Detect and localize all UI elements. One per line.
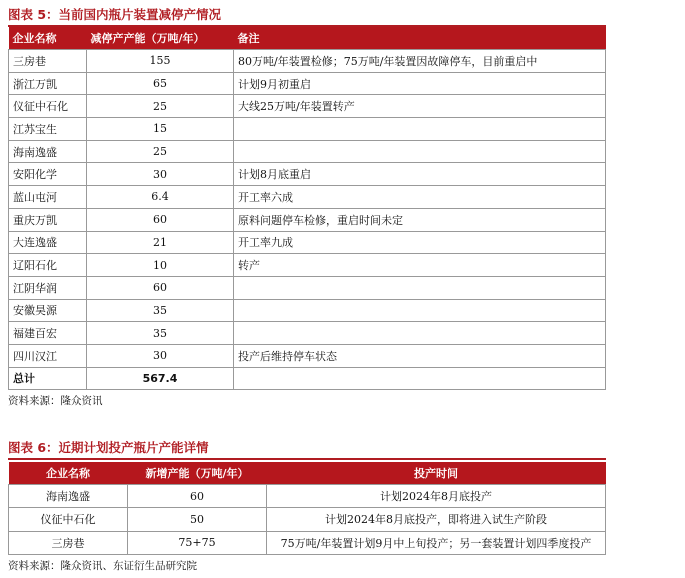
capacity-cell: 155 (87, 50, 234, 73)
total-label: 总计 (9, 367, 87, 390)
company-cell: 浙江万凯 (9, 72, 87, 95)
note-cell (234, 140, 606, 163)
company-cell: 四川汉江 (9, 344, 87, 367)
company-cell: 海南逸盛 (9, 485, 128, 508)
note-cell: 80万吨/年装置检修；75万吨/年装置因故障停车，目前重启中 (234, 50, 606, 73)
capacity-cell: 25 (87, 95, 234, 118)
table-header-row (9, 462, 606, 485)
header-note: 备注 (234, 27, 606, 50)
new-capacity-table (8, 462, 606, 555)
capacity-cell: 65 (87, 72, 234, 95)
note-cell (234, 322, 606, 345)
capacity-cell: 21 (87, 231, 234, 254)
company-cell: 安徽昊源 (9, 299, 87, 322)
table-row (9, 118, 606, 141)
total-row (9, 367, 606, 390)
table-row (9, 254, 606, 277)
table-section-2 (8, 439, 606, 575)
company-cell: 安阳化学 (9, 163, 87, 186)
table-section-1 (8, 6, 606, 410)
table-row (9, 208, 606, 231)
total-capacity: 567.4 (87, 367, 234, 390)
table-row (9, 163, 606, 186)
source-note: 资料来源：隆众资讯 (8, 395, 103, 408)
capacity-reduction-table (8, 27, 606, 390)
header-time: 投产时间 (267, 462, 606, 485)
company-cell: 江阴华润 (9, 276, 87, 299)
header-company: 企业名称 (9, 462, 128, 485)
table-row (9, 140, 606, 163)
note-cell: 开工率九成 (234, 231, 606, 254)
time-cell: 计划2024年8月底投产 (267, 485, 606, 508)
capacity-cell: 6.4 (87, 186, 234, 209)
capacity-cell: 60 (128, 485, 267, 508)
capacity-cell: 35 (87, 322, 234, 345)
capacity-cell: 35 (87, 299, 234, 322)
company-cell: 辽阳石化 (9, 254, 87, 277)
table-row (9, 72, 606, 95)
note-cell: 转产 (234, 254, 606, 277)
table-header-row (9, 27, 606, 50)
note-cell: 大线25万吨/年装置转产 (234, 95, 606, 118)
total-note (234, 367, 606, 390)
table-title: 图表 5：当前国内瓶片装置减停产情况 (8, 7, 222, 22)
table-row (9, 485, 606, 508)
company-cell: 重庆万凯 (9, 208, 87, 231)
note-cell (234, 299, 606, 322)
header-capacity: 新增产能（万吨/年） (128, 462, 267, 485)
note-cell: 开工率六成 (234, 186, 606, 209)
table-row (9, 231, 606, 254)
table-row (9, 322, 606, 345)
time-cell: 计划2024年8月底投产，即将进入试生产阶段 (267, 508, 606, 531)
source-note: 资料来源：隆众资讯、东证衍生品研究院 (8, 559, 197, 572)
note-cell (234, 118, 606, 141)
title-divider (8, 458, 606, 460)
time-cell: 75万吨/年装置计划9月中上旬投产；另一套装置计划四季度投产 (267, 531, 606, 554)
company-cell: 仪征中石化 (9, 95, 87, 118)
note-cell: 原料问题停车检修，重启时间未定 (234, 208, 606, 231)
capacity-cell: 75+75 (128, 531, 267, 554)
table-row (9, 276, 606, 299)
company-cell: 蓝山屯河 (9, 186, 87, 209)
capacity-cell: 10 (87, 254, 234, 277)
company-cell: 三房巷 (9, 50, 87, 73)
table-row (9, 95, 606, 118)
table-row (9, 508, 606, 531)
note-cell: 计划8月底重启 (234, 163, 606, 186)
company-cell: 福建百宏 (9, 322, 87, 345)
capacity-cell: 60 (87, 208, 234, 231)
company-cell: 三房巷 (9, 531, 128, 554)
company-cell: 大连逸盛 (9, 231, 87, 254)
capacity-cell: 25 (87, 140, 234, 163)
header-company: 企业名称 (9, 27, 87, 50)
company-cell: 江苏宝生 (9, 118, 87, 141)
company-cell: 仪征中石化 (9, 508, 128, 531)
capacity-cell: 50 (128, 508, 267, 531)
note-cell: 投产后维持停车状态 (234, 344, 606, 367)
table-title: 图表 6：近期计划投产瓶片产能详情 (8, 440, 209, 455)
company-cell: 海南逸盛 (9, 140, 87, 163)
note-cell (234, 276, 606, 299)
capacity-cell: 60 (87, 276, 234, 299)
table-row (9, 299, 606, 322)
table-row (9, 50, 606, 73)
note-cell: 计划9月初重启 (234, 72, 606, 95)
capacity-cell: 30 (87, 163, 234, 186)
table-row (9, 531, 606, 554)
table-row (9, 344, 606, 367)
capacity-cell: 15 (87, 118, 234, 141)
table-row (9, 186, 606, 209)
header-capacity: 减停产产能（万吨/年） (87, 27, 234, 50)
capacity-cell: 30 (87, 344, 234, 367)
